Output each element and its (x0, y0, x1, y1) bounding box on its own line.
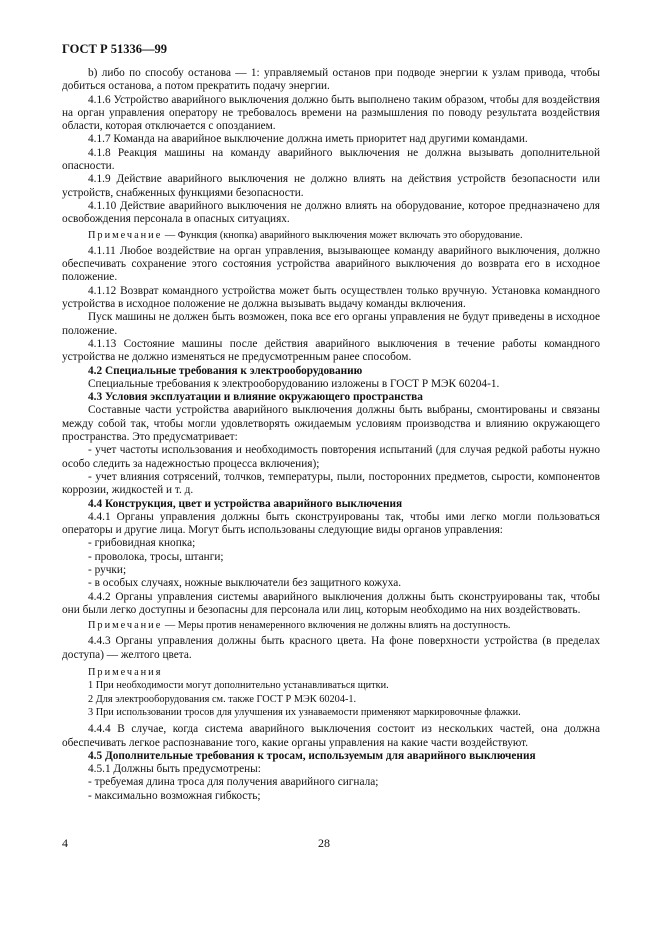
paragraph: Составные части устройства аварийного выключения должны быть выбраны, смонтированы и связаны между собой так, чтобы могли удовлетворять ожидаемым условиям производства и влиянию окружающего пространства. Это предусматривает: (62, 404, 600, 444)
paragraph: Специальные требования к электрооборудованию изложены в ГОСТ Р МЭК 60204-1. (88, 377, 500, 390)
note (62, 229, 600, 242)
paragraph: 4.1.10 Действие аварийного выключения не должно влиять на оборудование, которое предназначено для освобождения персонала в опасных ситуациях. (62, 199, 600, 226)
paragraph: 4.1.7 Команда на аварийное выключение должна иметь приоритет над другими командами. (88, 133, 528, 146)
section-heading: 4.4 Конструкция, цвет и устройства аварийного выключения (88, 497, 403, 510)
list-item: - учет влияния сотрясений, толчков, температуры, пыли, посторонних предметов, сырости, компонентов коррозии, жидкостей и т. д. (62, 470, 600, 497)
section-heading: 4.5 Дополнительные требования к тросам, используемым для аварийного выключения (88, 749, 536, 762)
note-label: Примечание (88, 229, 163, 241)
notes-label: Примечания (88, 667, 163, 679)
paragraph: 4.1.12 Возврат командного устройства может быть осуществлен только вручную. Установка командного устройства в исходное положение не должна вызывать выдачу команды включения. (62, 284, 600, 311)
paragraph: 4.5.1 Должны быть предусмотрены: (88, 763, 261, 776)
note-item: 1 При необходимости могут дополнительно устанавливаться щитки. (88, 680, 389, 692)
list-item: - требуемая длина троса для получения аварийного сигнала; (88, 776, 379, 789)
note-item: 2 Для электрооборудования см. также ГОСТ Р МЭК 60204-1. (88, 693, 357, 705)
paragraph: 4.4.1 Органы управления должны быть сконструированы так, чтобы ими легко могли пользоваться операторы и другие лица. Могут быть использованы следующие виды органов управления: (62, 510, 600, 537)
paragraph: 4.1.13 Состояние машины после действия аварийного выключения в течение работы командного устройства не должно изменяться не предусмотренным ранее способом. (62, 337, 600, 364)
page-number-center: 28 (318, 836, 330, 850)
page-number-left: 4 (62, 836, 68, 850)
list-item: - грибовидная кнопка; (88, 537, 196, 550)
list-item: - проволока, тросы, штанги; (88, 550, 224, 563)
note-item: 3 При использовании тросов для улучшения их узнаваемости применяют маркировочные флажки. (88, 706, 521, 718)
note-label: Примечание (88, 620, 163, 632)
section-heading: 4.2 Специальные требования к электрооборудованию (88, 364, 363, 377)
paragraph: 4.1.8 Реакция машины на команду аварийного выключения не должна вызывать дополнительной опасности. (62, 146, 600, 173)
paragraph: 4.1.11 Любое воздействие на орган управления, вызывающее команду аварийного выключения, должно обеспечивать сохранение этого состояния устройства аварийного выключения до возврата его в исходное положение. (62, 244, 600, 284)
paragraph: 4.4.4 В случае, когда система аварийного выключения состоит из нескольких частей, она должна обеспечивать легкое распознавание того, какие органы управления на какие части воздействуют. (62, 723, 600, 749)
document-header: ГОСТ Р 51336—99 (62, 42, 168, 56)
paragraph: 4.4.3 Органы управления должны быть красного цвета. На фоне поверхности устройства (в пределах доступа) — желтого цвета. (62, 635, 600, 661)
list-item: - максимально возможная гибкость; (88, 789, 261, 802)
list-item: - в особых случаях, ножные выключатели без защитного кожуха. (88, 577, 402, 590)
note-text: — Функция (кнопка) аварийного выключения может включать это оборудование. (162, 229, 523, 241)
list-item: - ручки; (88, 563, 127, 576)
paragraph: 4.1.9 Действие аварийного выключения не должно влиять на действия устройств безопасности или устройств, снабженных функциями безопасности. (62, 173, 600, 199)
note-text: — Меры против ненамеренного включения не должны влиять на доступность. (162, 620, 511, 632)
paragraph: Пуск машины не должен быть возможен, пока все его органы управления не будут приведены в исходное положение. (62, 311, 600, 337)
note (62, 619, 600, 632)
document-body (62, 67, 600, 803)
paragraph: b) либо по способу останова — 1: управляемый останов при подводе энергии к узлам привода, чтобы добиться останова, а потом прекратить подачу энергии. (62, 67, 600, 93)
paragraph: 4.4.2 Органы управления системы аварийного выключения должны быть сконструированы так, чтобы они были легко доступны и безопасны для персонала или лиц, которым необходимо на них воздействовать. (62, 590, 600, 616)
paragraph: 4.1.6 Устройство аварийного выключения должно быть выполнено таким образом, чтобы для воздействия на орган управления оператору не требовалось времени на размышления по поводу результата воздействия области, которая отключается с опозданием. (62, 93, 600, 133)
section-heading: 4.3 Условия эксплуатации и влияние окружающего пространства (88, 391, 423, 404)
list-item: - учет частоты использования и необходимость повторения испытаний (для случая редкой работы нужно особо следить за надежностью процесса включения); (62, 444, 600, 470)
